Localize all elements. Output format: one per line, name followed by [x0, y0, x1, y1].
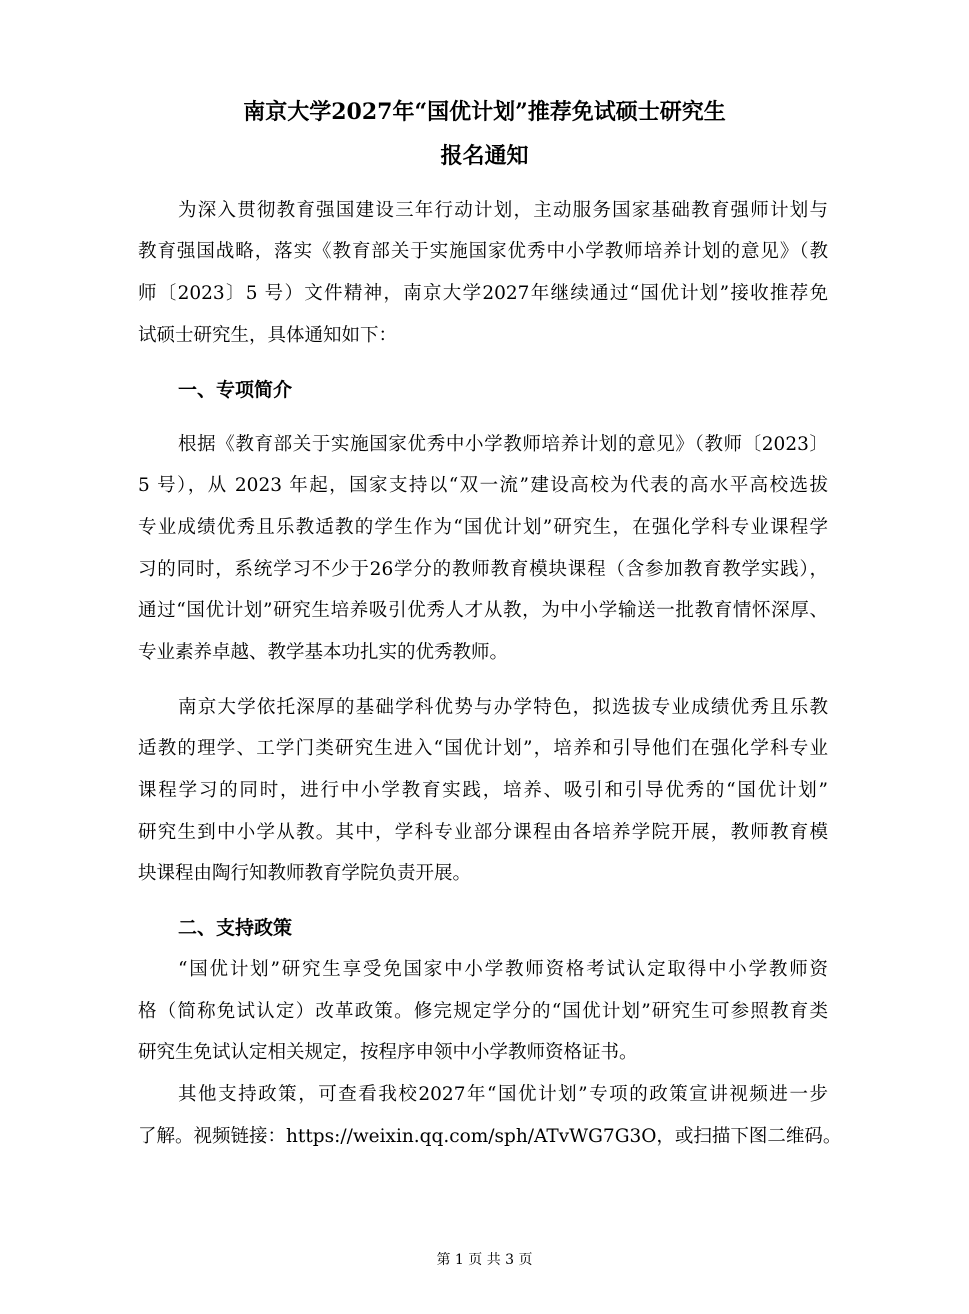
paragraph-line: 5 号），从 2023 年起，国家支持以“双一流”建设高校为代表的高水平高校选拔 — [138, 475, 828, 496]
paragraph-line: 块课程由陶行知教师教育学院负责开展。 — [138, 863, 472, 884]
paragraph-line: 格（简称免试认定）改革政策。修完规定学分的“国优计划”研究生可参照教育类 — [138, 1001, 828, 1022]
paragraph-line: 南京大学依托深厚的基础学科优势与办学特色，拟选拔专业成绩优秀且乐教 — [178, 697, 828, 718]
paragraph-line: 适教的理学、工学门类研究生进入“国优计划”，培养和引导他们在强化学科专业 — [138, 738, 828, 759]
section-heading-1: 一、专项简介 — [178, 379, 293, 401]
paragraph-line: 师〔2023〕5 号）文件精神，南京大学2027年继续通过“国优计划”接收推荐免 — [138, 283, 828, 304]
page-footer: 第 1 页 共 3 页 — [436, 1252, 533, 1268]
paragraph-line: 通过“国优计划”研究生培养吸引优秀人才从教，为中小学输送一批教育情怀深厚、 — [138, 600, 828, 621]
paragraph-line: 专业素养卓越、教学基本功扎实的优秀教师。 — [138, 642, 509, 663]
section-heading-2: 二、支持政策 — [178, 917, 293, 939]
paragraph-line: 教育强国战略，落实《教育部关于实施国家优秀中小学教师培养计划的意见》（教 — [138, 241, 828, 262]
paragraph-line: 根据《教育部关于实施国家优秀中小学教师培养计划的意见》（教师〔2023〕 — [178, 434, 828, 455]
paragraph-line: 为深入贯彻教育强国建设三年行动计划，主动服务国家基础教育强师计划与 — [178, 200, 828, 221]
paragraph-line: 习的同时，系统学习不少于26学分的教师教育模块课程（含参加教育教学实践）， — [138, 559, 828, 580]
title-line-1: 南京大学2027年“国优计划”推荐免试硕士研究生 — [243, 99, 726, 125]
paragraph-line: 专业成绩优秀且乐教适教的学生作为“国优计划”研究生，在强化学科专业课程学 — [138, 517, 828, 538]
paragraph-line: “国优计划”研究生享受免国家中小学教师资格考试认定取得中小学教师资 — [178, 959, 828, 980]
paragraph-line: 试硕士研究生，具体通知如下： — [138, 325, 398, 346]
paragraph-line: 了解。视频链接：https://weixin.qq.com/sph/ATvWG7G3O，或扫描下图二维码。 — [138, 1126, 842, 1147]
paragraph-line: 课程学习的同时，进行中小学教育实践，培养、吸引和引导优秀的“国优计划” — [138, 780, 828, 801]
paragraph-line: 研究生免试认定相关规定，按程序申领中小学教师资格证书。 — [138, 1042, 638, 1063]
title-line-2: 报名通知 — [440, 143, 529, 169]
paragraph-line: 其他支持政策，可查看我校2027年“国优计划”专项的政策宣讲视频进一步 — [178, 1084, 828, 1105]
paragraph-line: 研究生到中小学从教。其中，学科专业部分课程由各培养学院开展，教师教育模 — [138, 822, 828, 843]
